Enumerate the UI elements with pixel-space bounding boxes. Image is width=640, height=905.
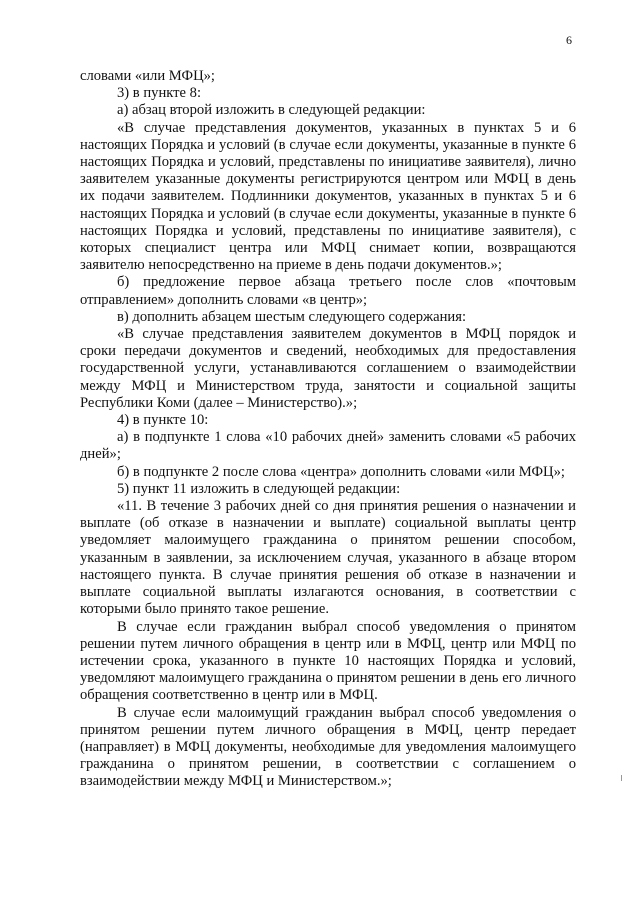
page-number: 6 — [566, 33, 572, 47]
paragraph: а) в подпункте 1 слова «10 рабочих дней» заменить словами «5 рабочих дней»; — [80, 429, 576, 463]
paragraph: б) в подпункте 2 после слова «центра» дополнить словами «или МФЦ»; — [117, 463, 565, 480]
paragraph: В случае если гражданин выбрал способ уведомления о принятом решении путем личного обращения в центр или в МФЦ, центр или МФЦ по истечении срока, указанного в пункте 10 настоящих Порядка и условий, уведомляют малоимущего гражданина о принятом решении в день его личного обращения соответственно в центр или в МФЦ. — [80, 618, 576, 704]
paragraph: в) дополнить абзацем шестым следующего содержания: — [117, 308, 467, 325]
paragraph: словами «или МФЦ»; — [80, 68, 215, 84]
paragraph: «В случае представления заявителем документов в МФЦ порядок и сроки передачи документов и сведений, необходимых для предоставления государственной услуги, устанавливаются соглашением о взаимодействии между МФЦ и Министерством труда, занятости и социальной защиты Республики Коми (далее – Министерство).»; — [80, 326, 576, 411]
paragraph: а) абзац второй изложить в следующей редакции: — [117, 102, 426, 119]
document-body — [80, 68, 576, 791]
paragraph: 3) в пункте 8: — [117, 85, 202, 102]
paragraph: б) предложение первое абзаца третьего после слов «почтовым отправлением» дополнить словами «в центр»; — [80, 274, 576, 308]
scan-mark — [621, 775, 622, 781]
paragraph: «В случае представления документов, указанных в пунктах 5 и 6 настоящих Порядка и условий (в случае если документы, указанные в пункте 6 настоящих Порядка и условий, представлены по инициативе заявителя), лично заявителем указанные документы регистрируются центром или МФЦ в день их подачи заявителем. Подлинники документов, указанных в пунктах 5 и 6 настоящих Порядка и условий (в случае если документы, указанные в пункте 6 настоящих Порядка и условий, представлены по инициативе заявителя), с которых специалист центра или МФЦ снимает копии, возвращаются заявителю непосредственно на приеме в день подачи документов.»; — [80, 119, 576, 274]
paragraph: «11. В течение 3 рабочих дней со дня принятия решения о назначении и выплате (об отказе в назначении и выплате) социальной выплаты центр уведомляет малоимущего гражданина о принятом решении способом, указанным в заявлении, за исключением случая, указанного в абзаце втором настоящего пункта. В случае принятия решения об отказе в назначении и выплате социальной выплаты излагаются основания, в соответствии с которыми было принято такое решение. — [80, 498, 576, 618]
paragraph: 5) пункт 11 изложить в следующей редакции: — [117, 480, 401, 497]
paragraph: В случае если малоимущий гражданин выбрал способ уведомления о принятом решении путем личного обращения в МФЦ, центр передает (направляет) в МФЦ документы, необходимые для уведомления малоимущего гражданина о принятом решении, в соответствии с соглашением о взаимодействии между МФЦ и Министерством.»; — [80, 704, 576, 790]
paragraph: 4) в пункте 10: — [117, 412, 209, 429]
